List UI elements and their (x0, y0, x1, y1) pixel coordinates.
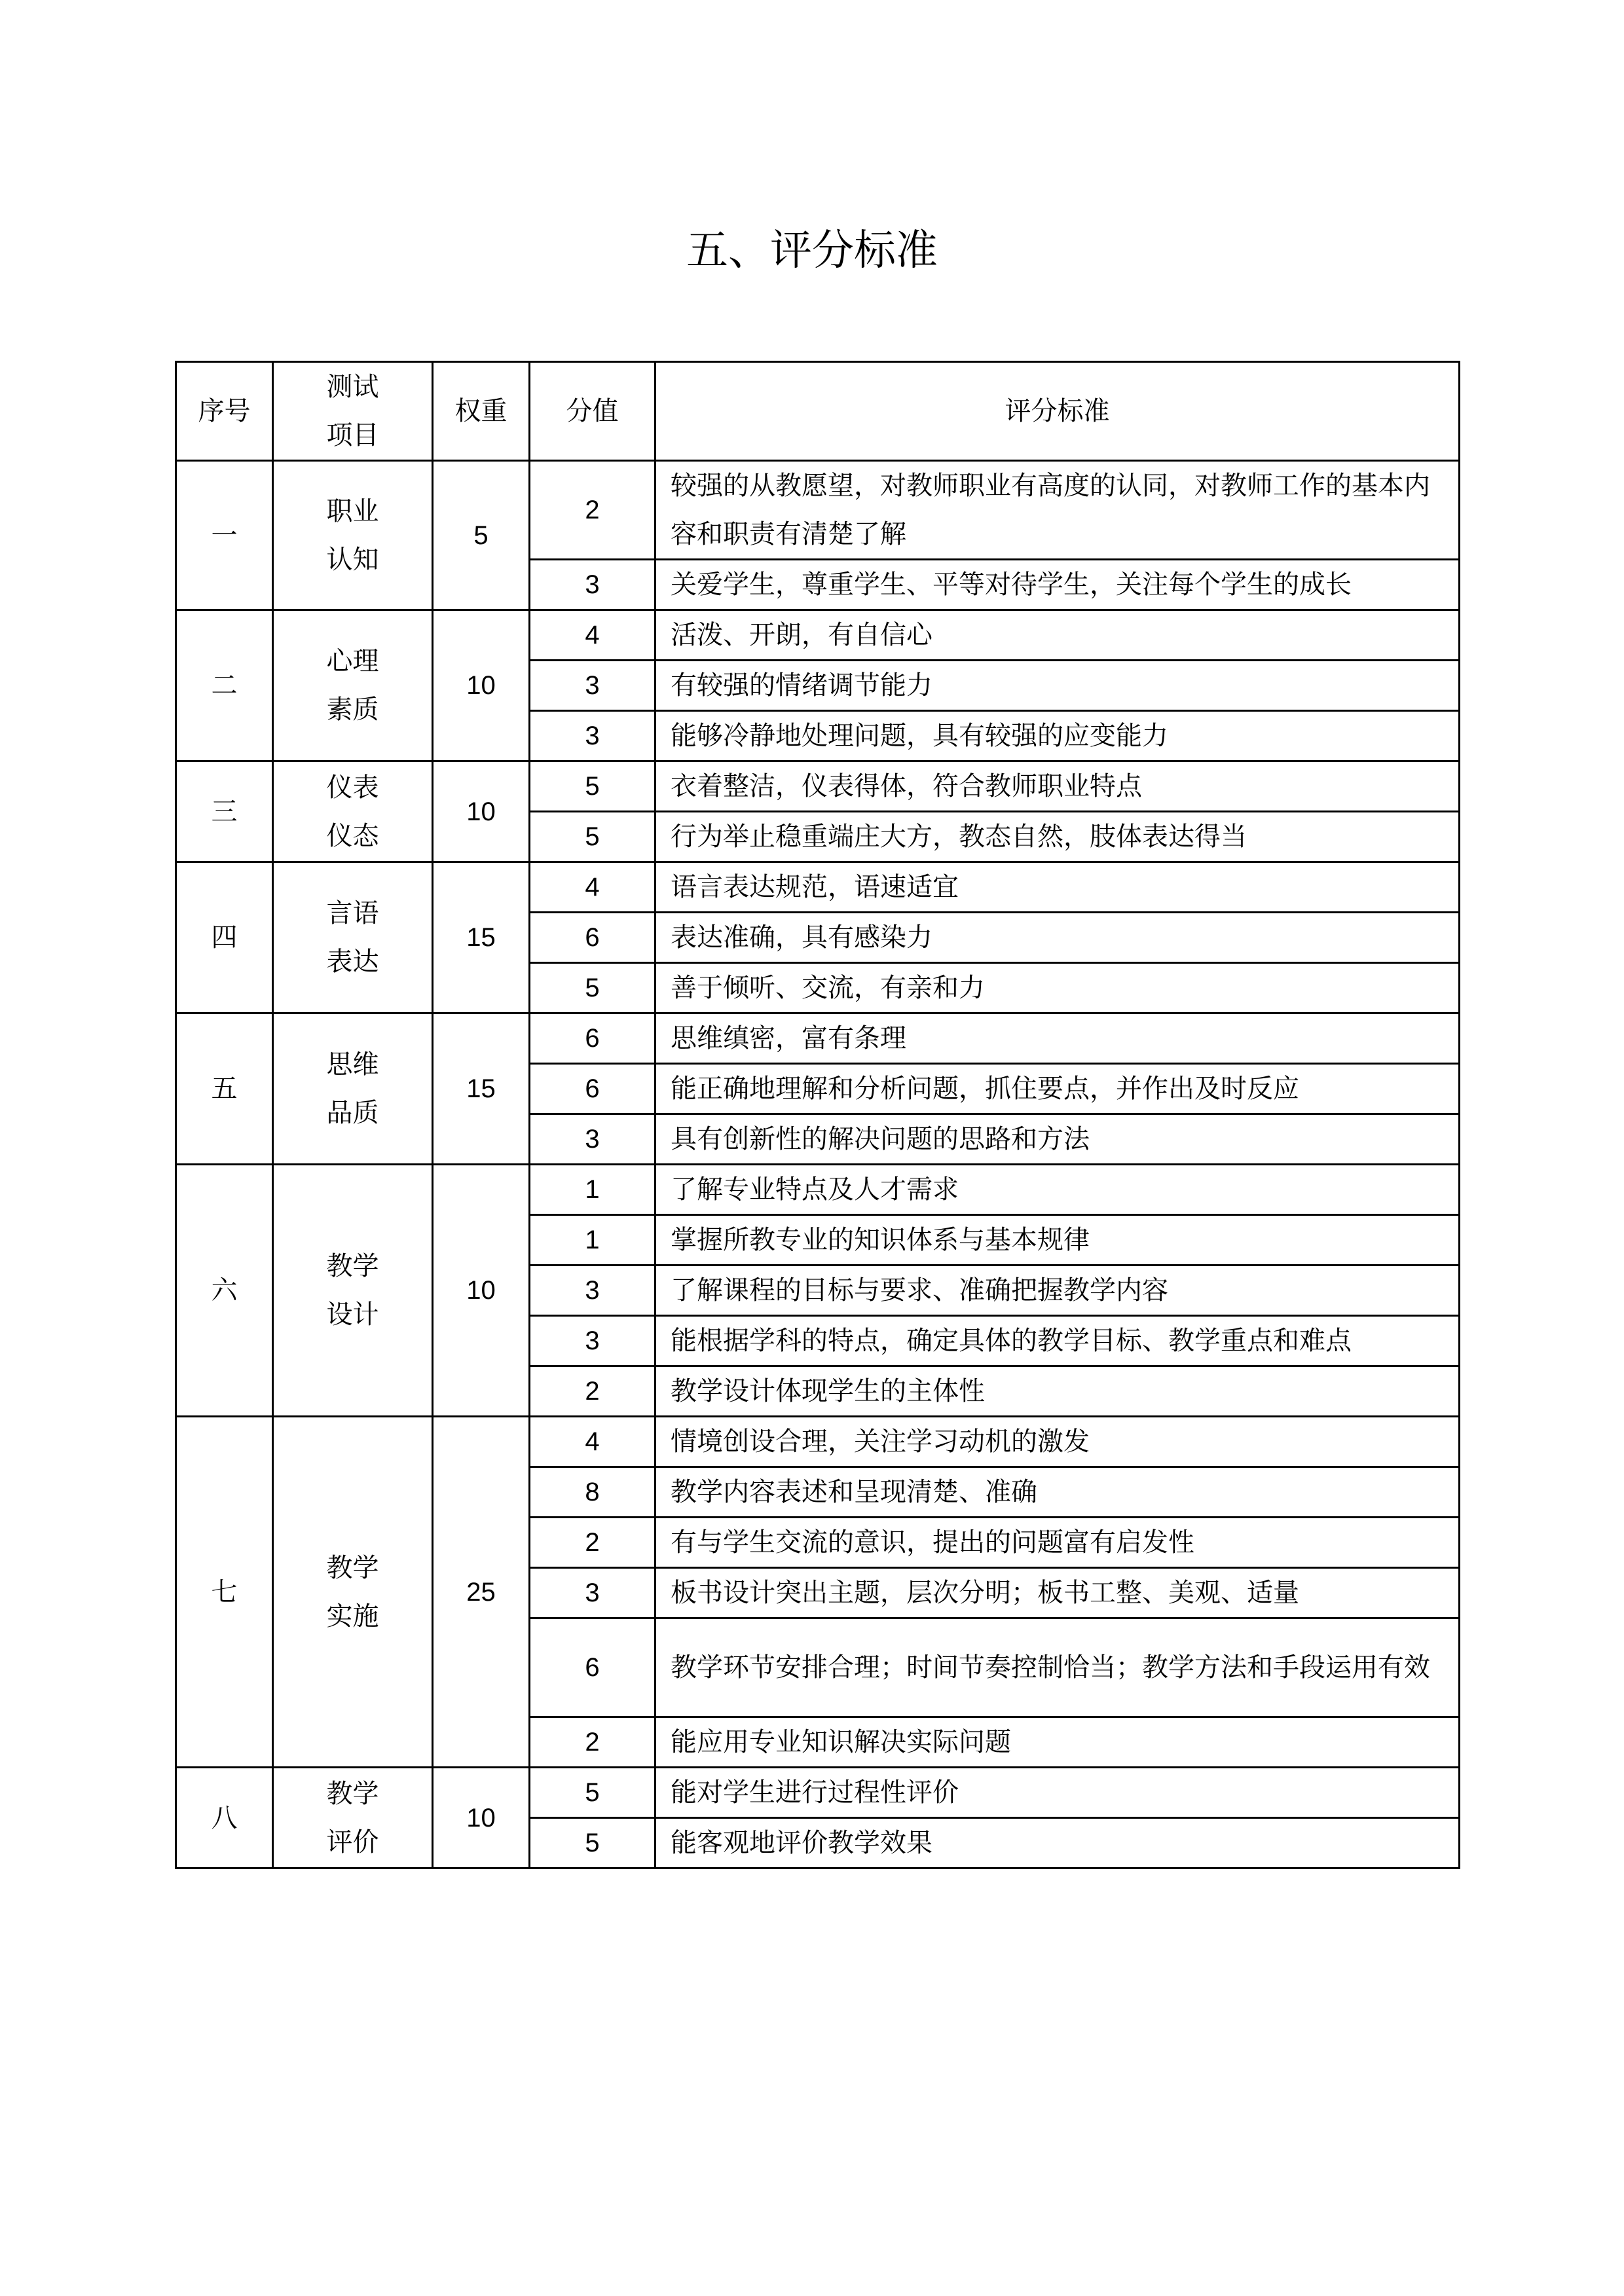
row-criteria: 能够冷静地处理问题，具有较强的应变能力 (655, 711, 1460, 761)
header-criteria: 评分标准 (655, 362, 1460, 461)
row-criteria: 教学设计体现学生的主体性 (655, 1366, 1460, 1417)
group-item: 教学设计 (326, 1251, 379, 1330)
row-criteria: 善于倾听、交流，有亲和力 (655, 963, 1460, 1013)
row-criteria: 了解课程的目标与要求、准确把握教学内容 (655, 1266, 1460, 1316)
row-score: 6 (530, 1064, 655, 1114)
row-score: 1 (530, 1165, 655, 1215)
group-index: 八 (176, 1768, 273, 1868)
row-score: 6 (530, 913, 655, 963)
group-index: 二 (176, 610, 273, 761)
row-score: 4 (530, 862, 655, 913)
scoring-criteria-table (175, 361, 1460, 1869)
row-score: 6 (530, 1013, 655, 1064)
row-score: 1 (530, 1215, 655, 1266)
row-score: 2 (530, 1366, 655, 1417)
header-weight: 权重 (433, 362, 530, 461)
row-criteria: 能对学生进行过程性评价 (655, 1768, 1460, 1818)
group-index: 五 (176, 1013, 273, 1165)
row-criteria: 能客观地评价教学效果 (655, 1818, 1460, 1868)
group-item-cell (273, 862, 433, 1013)
row-criteria: 了解专业特点及人才需求 (655, 1165, 1460, 1215)
row-criteria: 关爱学生，尊重学生、平等对待学生，关注每个学生的成长 (655, 560, 1460, 610)
group-item: 教学评价 (326, 1778, 379, 1857)
table-header-row (176, 362, 1460, 461)
group-item: 言语表达 (326, 898, 379, 977)
group-index: 一 (176, 461, 273, 610)
row-score: 3 (530, 1114, 655, 1165)
group-item-cell (273, 761, 433, 862)
group-weight: 10 (433, 761, 530, 862)
row-score: 3 (530, 1266, 655, 1316)
table-row (176, 610, 1460, 661)
row-criteria: 教学环节安排合理；时间节奏控制恰当；教学方法和手段运用有效 (655, 1618, 1460, 1717)
group-item-cell (273, 1013, 433, 1165)
group-weight: 10 (433, 1768, 530, 1868)
row-score: 3 (530, 1316, 655, 1366)
row-criteria: 有与学生交流的意识，提出的问题富有启发性 (655, 1518, 1460, 1568)
header-score: 分值 (530, 362, 655, 461)
group-index: 四 (176, 862, 273, 1013)
row-criteria: 情境创设合理，关注学习动机的激发 (655, 1417, 1460, 1467)
table-row (176, 862, 1460, 913)
row-score: 2 (530, 1717, 655, 1768)
row-criteria: 板书设计突出主题，层次分明；板书工整、美观、适量 (655, 1568, 1460, 1618)
group-weight: 15 (433, 1013, 530, 1165)
row-score: 5 (530, 1768, 655, 1818)
row-criteria: 行为举止稳重端庄大方，教态自然，肢体表达得当 (655, 812, 1460, 862)
row-criteria: 较强的从教愿望，对教师职业有高度的认同，对教师工作的基本内容和职责有清楚了解 (655, 461, 1460, 560)
table-row (176, 461, 1460, 560)
row-criteria: 掌握所教专业的知识体系与基本规律 (655, 1215, 1460, 1266)
table-body (176, 461, 1460, 1868)
table-row (176, 761, 1460, 812)
row-criteria: 能正确地理解和分析问题，抓住要点，并作出及时反应 (655, 1064, 1460, 1114)
group-item-cell (273, 1768, 433, 1868)
group-item: 仪表仪态 (326, 772, 379, 851)
table-row (176, 1165, 1460, 1215)
row-score: 6 (530, 1618, 655, 1717)
row-criteria: 具有创新性的解决问题的思路和方法 (655, 1114, 1460, 1165)
group-index: 三 (176, 761, 273, 862)
row-score: 4 (530, 1417, 655, 1467)
group-item: 教学实施 (326, 1552, 379, 1631)
row-score: 5 (530, 761, 655, 812)
row-criteria: 表达准确，具有感染力 (655, 913, 1460, 963)
group-item-cell (273, 461, 433, 610)
group-item-cell (273, 610, 433, 761)
row-score: 5 (530, 812, 655, 862)
row-score: 2 (530, 1518, 655, 1568)
group-item-cell (273, 1417, 433, 1768)
group-weight: 10 (433, 610, 530, 761)
row-score: 3 (530, 661, 655, 711)
group-item: 思维品质 (326, 1049, 379, 1128)
header-item-label: 测试项目 (326, 372, 379, 450)
row-score: 5 (530, 963, 655, 1013)
group-weight: 5 (433, 461, 530, 610)
row-criteria: 教学内容表述和呈现清楚、准确 (655, 1467, 1460, 1518)
group-item: 心理素质 (326, 646, 379, 725)
row-score: 3 (530, 560, 655, 610)
header-index: 序号 (176, 362, 273, 461)
row-criteria: 有较强的情绪调节能力 (655, 661, 1460, 711)
group-index: 七 (176, 1417, 273, 1768)
row-criteria: 能应用专业知识解决实际问题 (655, 1717, 1460, 1768)
group-item-cell (273, 1165, 433, 1417)
row-criteria: 语言表达规范，语速适宜 (655, 862, 1460, 913)
group-item: 职业认知 (326, 496, 379, 575)
row-score: 3 (530, 711, 655, 761)
row-criteria: 衣着整洁，仪表得体，符合教师职业特点 (655, 761, 1460, 812)
row-criteria: 能根据学科的特点，确定具体的教学目标、教学重点和难点 (655, 1316, 1460, 1366)
group-weight: 25 (433, 1417, 530, 1768)
row-score: 5 (530, 1818, 655, 1868)
row-score: 3 (530, 1568, 655, 1618)
group-weight: 15 (433, 862, 530, 1013)
table-row (176, 1417, 1460, 1467)
row-score: 4 (530, 610, 655, 661)
table-row (176, 1768, 1460, 1818)
row-criteria: 思维缜密，富有条理 (655, 1013, 1460, 1064)
row-criteria: 活泼、开朗，有自信心 (655, 610, 1460, 661)
row-score: 8 (530, 1467, 655, 1518)
table-row (176, 1013, 1460, 1064)
row-score: 2 (530, 461, 655, 560)
page-title: 五、评分标准 (686, 227, 938, 275)
group-weight: 10 (433, 1165, 530, 1417)
group-index: 六 (176, 1165, 273, 1417)
header-item (273, 362, 433, 461)
